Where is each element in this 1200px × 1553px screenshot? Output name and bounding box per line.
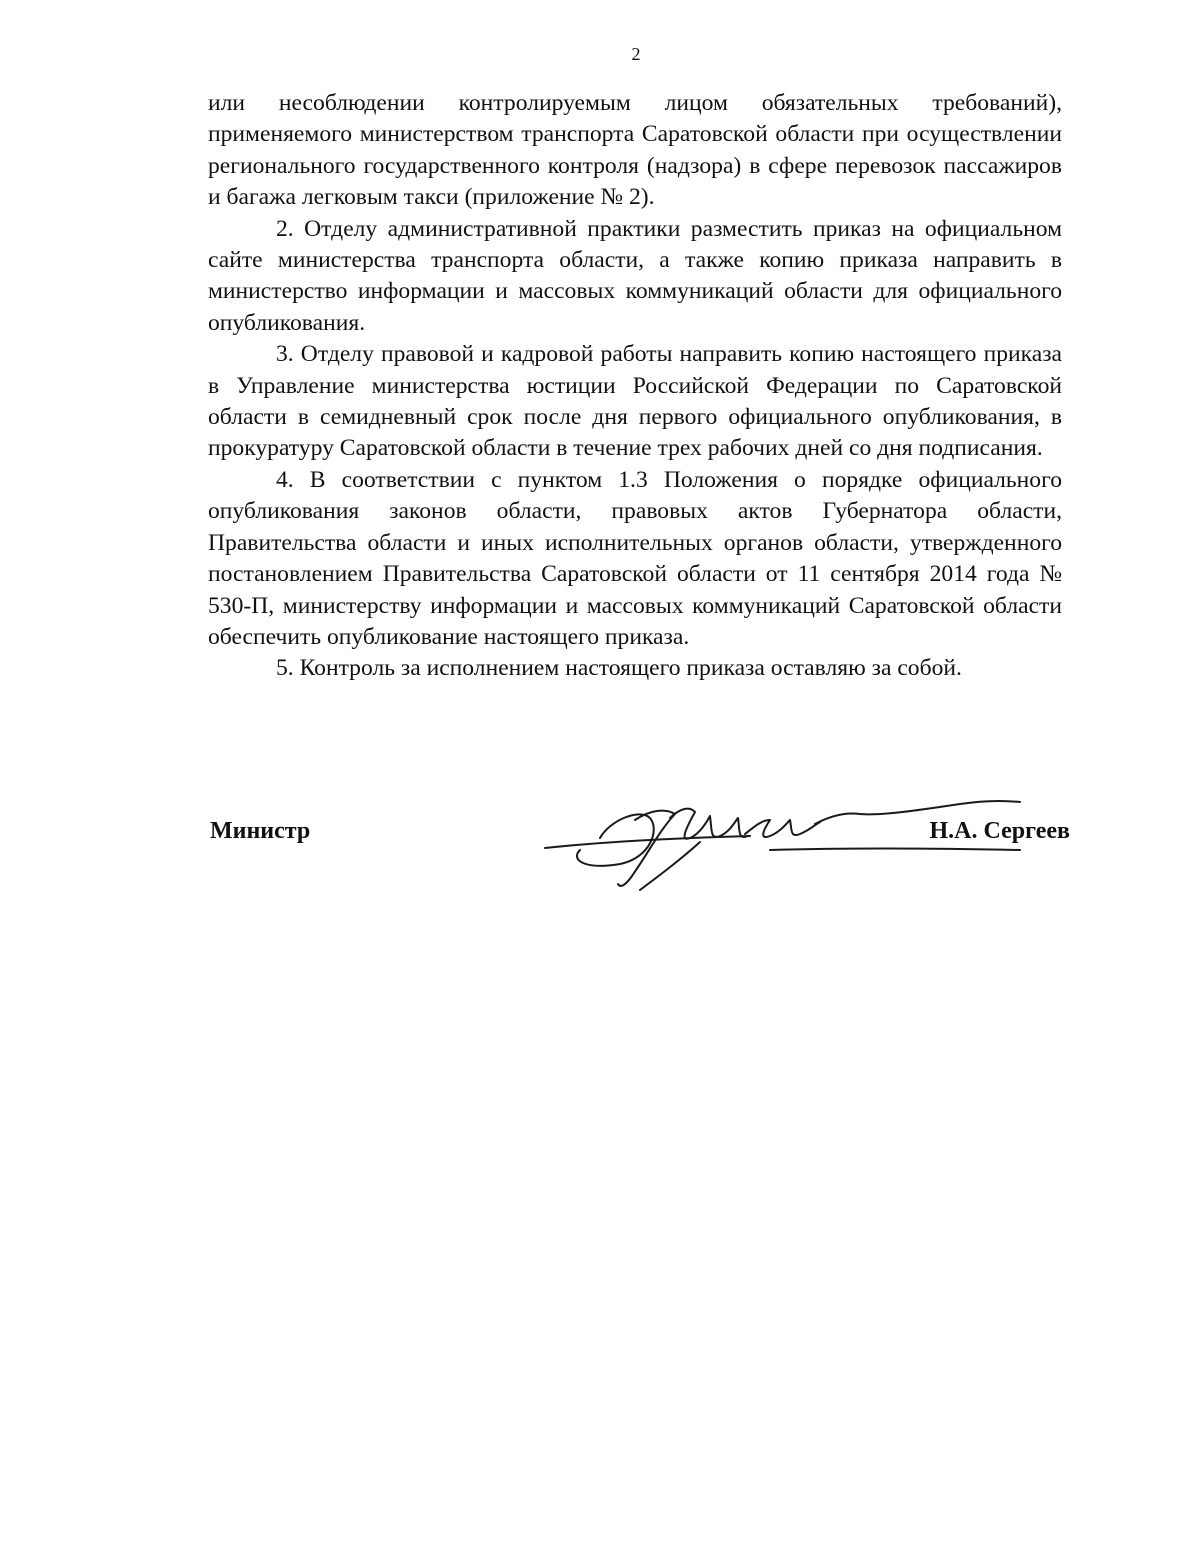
paragraph-item-2: 2. Отделу административной практики разместить приказ на официальном сайте министерства транспорта области, а также копию приказа направить в министерство информации и массовых коммуникаций области для официального опубликования. xyxy=(208,215,1062,336)
paragraph-item-3: 3. Отделу правовой и кадровой работы направить копию настоящего приказа в Управление министерства юстиции Российской Федерации по Саратовской области в семидневный срок после дня первого официального опубликования, в прокуратуру Саратовской области в течение трех рабочих дней со дня подписания. xyxy=(208,341,1062,462)
document-body xyxy=(208,88,1062,685)
page-number: 2 xyxy=(631,44,641,64)
handwritten-signature xyxy=(540,790,1030,900)
paragraph-item-5: 5. Контроль за исполнением настоящего приказа оставляю за собой. xyxy=(276,655,962,682)
paragraph-1-continuation: или несоблюдении контролируемым лицом обязательных требований), применяемого министерством транспорта Саратовской области при осуществлении регионального государственного контроля (надзора) в сфере перевозок пассажиров и багажа легковым такси (приложение № 2). xyxy=(208,90,1062,211)
signer-name: Н.А. Сергеев xyxy=(929,818,1070,844)
signer-position: Министр xyxy=(210,818,311,844)
paragraph-item-4: 4. В соответствии с пунктом 1.3 Положения о порядке официального опубликования законов области, правовых актов Губернатора области, Правительства области и иных исполнительных органов области, утвержденного постановлением Правительства Саратовской области от 11 сентября 2014 года № 530-П, министерству информации и массовых коммуникаций Саратовской области обеспечить опубликование настоящего приказа. xyxy=(208,466,1062,650)
